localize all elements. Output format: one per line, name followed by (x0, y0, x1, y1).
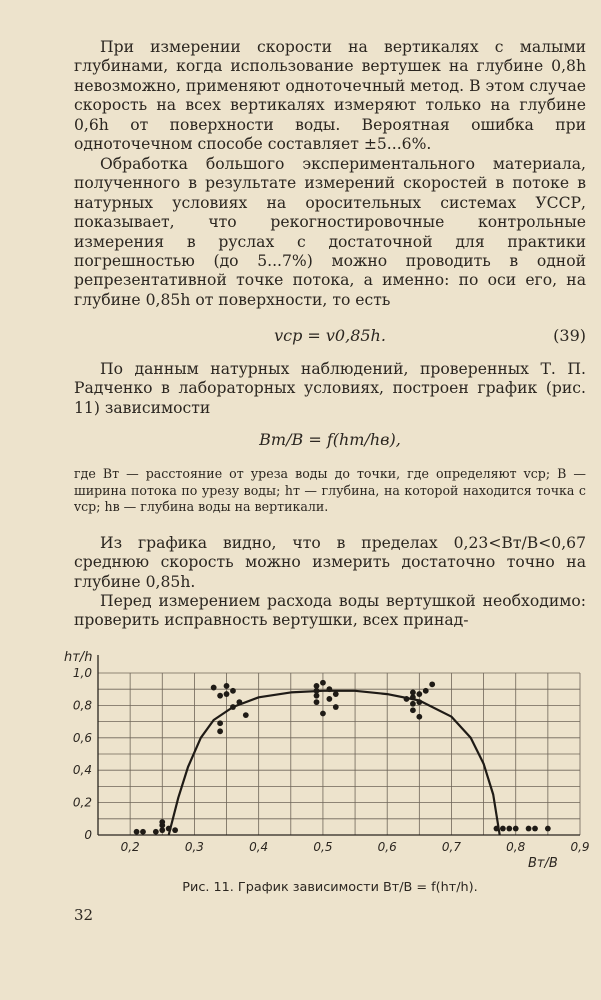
data-point (410, 707, 416, 713)
data-point (333, 691, 339, 697)
chart-grid (98, 673, 580, 835)
relation-expression: Bт/B = f(hт/hв), (259, 430, 401, 449)
data-point (134, 829, 140, 835)
data-point (153, 829, 159, 835)
data-point (532, 826, 538, 832)
x-tick-label: 0,9 (570, 840, 590, 854)
data-point (404, 696, 410, 702)
chart-points-layer (134, 680, 551, 835)
data-point (416, 699, 422, 705)
data-point (513, 826, 519, 832)
data-point (217, 693, 223, 699)
data-point (140, 829, 146, 835)
chart-axes (98, 655, 580, 835)
y-tick-label: 0,2 (72, 795, 92, 810)
y-tick-label: 0,8 (72, 698, 92, 713)
data-point (545, 826, 551, 832)
data-point (506, 826, 512, 832)
data-point (416, 714, 422, 720)
data-point (166, 826, 172, 832)
velocity-depth-chart (0, 645, 601, 875)
x-tick-label: 0,5 (313, 840, 333, 854)
x-tick-label: 0,4 (249, 840, 269, 854)
page-number: 32 (74, 906, 94, 924)
x-axis-label: Bт/B (528, 856, 558, 871)
x-tick-label: 0,7 (441, 840, 462, 854)
paragraph-single-point-method: При измерении скорости на вертикалях с малыми глубинами, когда использование вертушек на глубине 0,8h невозможно, применяют одноточечный метод. В этом случае скорость на всех вертикалях измеряют только на глубине 0,6h от поверхности воды. Вероятная ошибка при одноточечном способе составляет ±5...6%. (74, 38, 586, 154)
equation-39-expression: vср = v0,85h. (274, 326, 386, 345)
data-point (159, 819, 165, 825)
data-point (320, 680, 326, 686)
data-point (410, 701, 416, 707)
data-point (236, 699, 242, 705)
paragraph-experimental-material: Обработка большого экспериментального материала, полученного в результате измерений скоростей в потоке в натурных условиях на оросительных системах УССР, показывает, что рекогностировочные контрольные измерения в руслах с достаточной для практики погрешностью (до 5...7%) можно проводить в одной репрезентативной точке потока, а именно: по оси его, на глубине 0,85h от поверхности, то есть (74, 155, 586, 309)
y-tick-label: 0,6 (72, 730, 92, 745)
data-point (172, 827, 178, 833)
chart-curve-layer (169, 691, 500, 835)
paragraph-graph-conclusion: Из графика видно, что в пределах 0,23<Bт/B<0,67 среднюю скорость можно измерить достаточно точно на глубине 0,85h. (74, 534, 586, 591)
data-point (224, 691, 230, 697)
trend-curve (169, 691, 500, 835)
data-point (314, 683, 320, 689)
data-point (526, 826, 532, 832)
data-point (320, 711, 326, 717)
data-point (224, 683, 230, 689)
data-point (410, 690, 416, 696)
data-point (326, 686, 332, 692)
x-tick-label: 0,2 (120, 840, 140, 854)
data-point (494, 826, 500, 832)
paragraph-before-measurement: Перед измерением расхода воды вертушкой необходимо: проверить исправность вертушки, всех принад- (74, 592, 586, 630)
data-point (326, 696, 332, 702)
x-tick-label: 0,8 (506, 840, 526, 854)
data-point (429, 681, 435, 687)
data-point (500, 826, 506, 832)
equation-39-number: (39) (553, 326, 586, 345)
x-tick-label: 0,3 (184, 840, 204, 854)
data-point (217, 720, 223, 726)
data-point (416, 691, 422, 697)
y-axis-label: hт/h (64, 650, 93, 665)
y-tick-label: 0 (84, 828, 92, 842)
y-tick-label: 1,0 (72, 666, 92, 680)
y-tick-label: 0,4 (72, 763, 92, 778)
x-tick-label: 0,6 (377, 840, 397, 854)
data-point (423, 688, 429, 694)
paragraph-notation: где Bт — расстояние от уреза воды до точки, где определяют vср; B — ширина потока по урезу воды; hт — глубина, на которой находится точка с vср; hв — глубина воды на вертикали. (74, 466, 586, 514)
data-point (230, 704, 236, 710)
data-point (314, 699, 320, 705)
data-point (211, 685, 217, 691)
data-point (333, 704, 339, 710)
data-point (230, 688, 236, 694)
data-point (243, 712, 249, 718)
figure-caption: Рис. 11. График зависимости Bт/B = f(hт/h). (182, 880, 478, 895)
paragraph-field-observations: По данным натурных наблюдений, проверенных Т. П. Радченко в лабораторных условиях, построен график (рис. 11) зависимости (74, 360, 586, 417)
data-point (217, 728, 223, 734)
chart-labels (64, 650, 590, 871)
